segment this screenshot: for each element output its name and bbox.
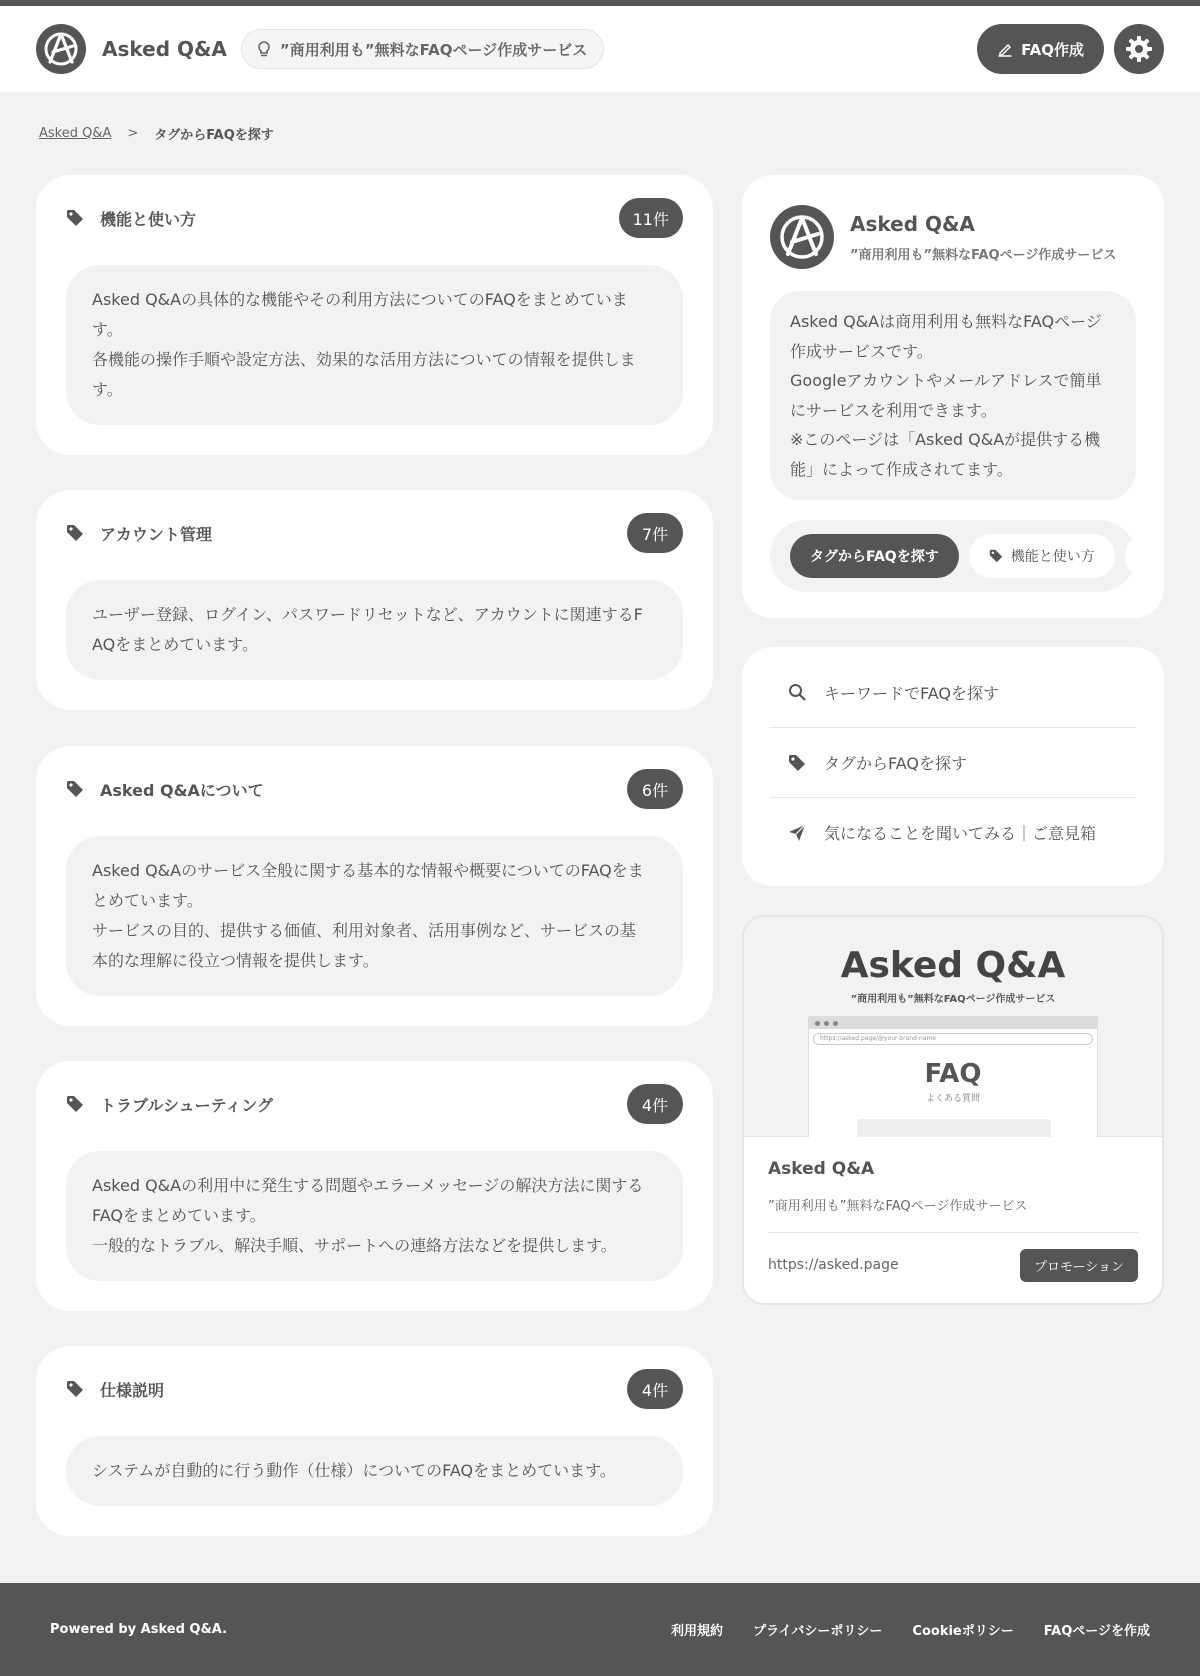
mockup-faq-subtitle: よくある質問 (925, 1094, 980, 1104)
tag-title[interactable]: 機能と使い方 (100, 209, 197, 229)
tag-icon (66, 524, 84, 542)
tag-description: Asked Q&Aの利用中に発生する問題やエラーメッセージの解決方法に関する FAQをまとめています。 一般的なトラブル、解決手順、サポートへの連絡方法などを提供します。 (66, 1151, 683, 1281)
promo-url[interactable]: https://asked.page (768, 1257, 899, 1273)
tagline-pill (241, 29, 604, 69)
promo-image-subtitle: ”商用利用も”無料なFAQページ作成サービス (850, 994, 1056, 1005)
tag-title[interactable]: Asked Q&Aについて (100, 780, 264, 800)
tag-count-badge: 4件 (627, 1369, 683, 1409)
tag-description: Asked Q&Aのサービス全般に関する基本的な情報や概要についてのFAQをま とめています。 サービスの目的、提供する価値、利用対象者、活用事例など、サービスの基 本的な理解に役立つ情報を提供します。 (66, 836, 683, 996)
footer-link-create-faq[interactable]: FAQページを作成 (1043, 1624, 1150, 1639)
nav-card (742, 647, 1164, 886)
tag-icon (66, 780, 84, 798)
tag-count-badge: 7件 (627, 513, 683, 553)
footer-link-cookie[interactable]: Cookieポリシー (912, 1624, 1014, 1639)
footer-powered-by[interactable]: Powered by Asked Q&A. (50, 1622, 228, 1637)
promo-name: Asked Q&A (768, 1159, 875, 1179)
mockup-faq-title: FAQ (924, 1059, 982, 1089)
footer-link-privacy[interactable]: プライバシーポリシー (753, 1624, 883, 1639)
mockup-url: https://asked.page/@your-brand-name (813, 1033, 1093, 1045)
breadcrumb-separator: > (127, 126, 139, 141)
tag-icon (66, 1095, 84, 1113)
promo-description: ”商用利用も”無料なFAQページ作成サービス (768, 1195, 1138, 1233)
profile-subtitle: ”商用利用も”無料なFAQページ作成サービス (850, 247, 1117, 263)
site-footer (0, 1583, 1200, 1676)
breadcrumb (39, 124, 274, 143)
profile-description: Asked Q&Aは商用利用も無料なFAQページ 作成サービスです。 Googleアカウントやメールアドレスで簡単 にサービスを利用できます。 ※このページは「Asked Q&Aが提供する機 能」によって作成されてます。 (770, 291, 1136, 500)
tag-count-badge: 4件 (627, 1084, 683, 1124)
tag-count-badge: 6件 (627, 769, 683, 809)
pen-icon (997, 41, 1013, 57)
tag-description: ユーザー登録、ログイン、パスワードリセットなど、アカウントに関連するF AQをまとめています。 (66, 580, 683, 680)
nav-tag-search[interactable] (770, 727, 1136, 797)
lightbulb-icon (256, 40, 272, 58)
tag-description: Asked Q&Aの具体的な機能やその利用方法についてのFAQをまとめていま す。 各機能の操作手順や設定方法、効果的な活用方法についての情報を提供しま す。 (66, 265, 683, 425)
create-faq-button[interactable] (977, 24, 1104, 74)
nav-tag-label: タグからFAQを探す (824, 754, 967, 773)
chip-features-label: 機能と使い方 (1010, 549, 1095, 565)
tag-card[interactable] (36, 1061, 713, 1311)
promo-image (744, 917, 1162, 1137)
settings-button[interactable] (1114, 24, 1164, 74)
breadcrumb-current: タグからFAQを探す (154, 128, 274, 143)
tag-icon (66, 209, 84, 227)
nav-feedback-label: 気になることを聞いてみる｜ご意見箱 (824, 824, 1097, 843)
create-faq-label: FAQ作成 (1021, 40, 1084, 59)
site-header (0, 6, 1200, 92)
profile-name: Asked Q&A (850, 211, 975, 236)
breadcrumb-home-link[interactable]: Asked Q&A (39, 126, 112, 141)
chip-features[interactable] (969, 534, 1115, 578)
chip-next[interactable] (1125, 534, 1136, 578)
tag-title[interactable]: アカウント管理 (100, 524, 212, 544)
tag-card[interactable] (36, 1346, 713, 1536)
gear-icon (1124, 34, 1154, 64)
tag-chip-scroller[interactable] (770, 520, 1136, 592)
nav-feedback[interactable] (770, 797, 1136, 867)
promo-card[interactable] (742, 915, 1164, 1305)
tag-title[interactable]: トラブルシューティング (100, 1095, 274, 1115)
tag-icon (989, 549, 1003, 563)
tag-card[interactable] (36, 746, 713, 1026)
logo-icon[interactable] (36, 24, 86, 74)
promo-image-title: Asked Q&A (840, 945, 1066, 986)
search-icon (788, 683, 806, 701)
tag-title[interactable]: 仕様説明 (100, 1380, 165, 1400)
tag-icon (788, 754, 806, 772)
promotion-button[interactable]: プロモーション (1020, 1249, 1138, 1282)
chip-tag-search[interactable]: タグからFAQを探す (790, 534, 959, 578)
profile-card (742, 175, 1164, 618)
tagline-text: ”商用利用も”無料なFAQページ作成サービス (279, 40, 588, 59)
profile-logo-icon (770, 205, 834, 269)
tag-count-badge: 11件 (619, 198, 683, 238)
paper-plane-icon (788, 824, 806, 842)
browser-mockup (808, 1016, 1098, 1137)
nav-keyword-label: キーワードでFAQを探す (824, 683, 999, 703)
nav-keyword-search[interactable] (770, 657, 1136, 727)
tag-card[interactable] (36, 490, 713, 710)
tag-card[interactable] (36, 175, 713, 455)
brand-name[interactable]: Asked Q&A (102, 37, 227, 61)
tag-icon (66, 1380, 84, 1398)
footer-link-terms[interactable]: 利用規約 (671, 1624, 724, 1639)
tag-description: システムが自動的に行う動作（仕様）についてのFAQをまとめています。 (66, 1436, 683, 1506)
